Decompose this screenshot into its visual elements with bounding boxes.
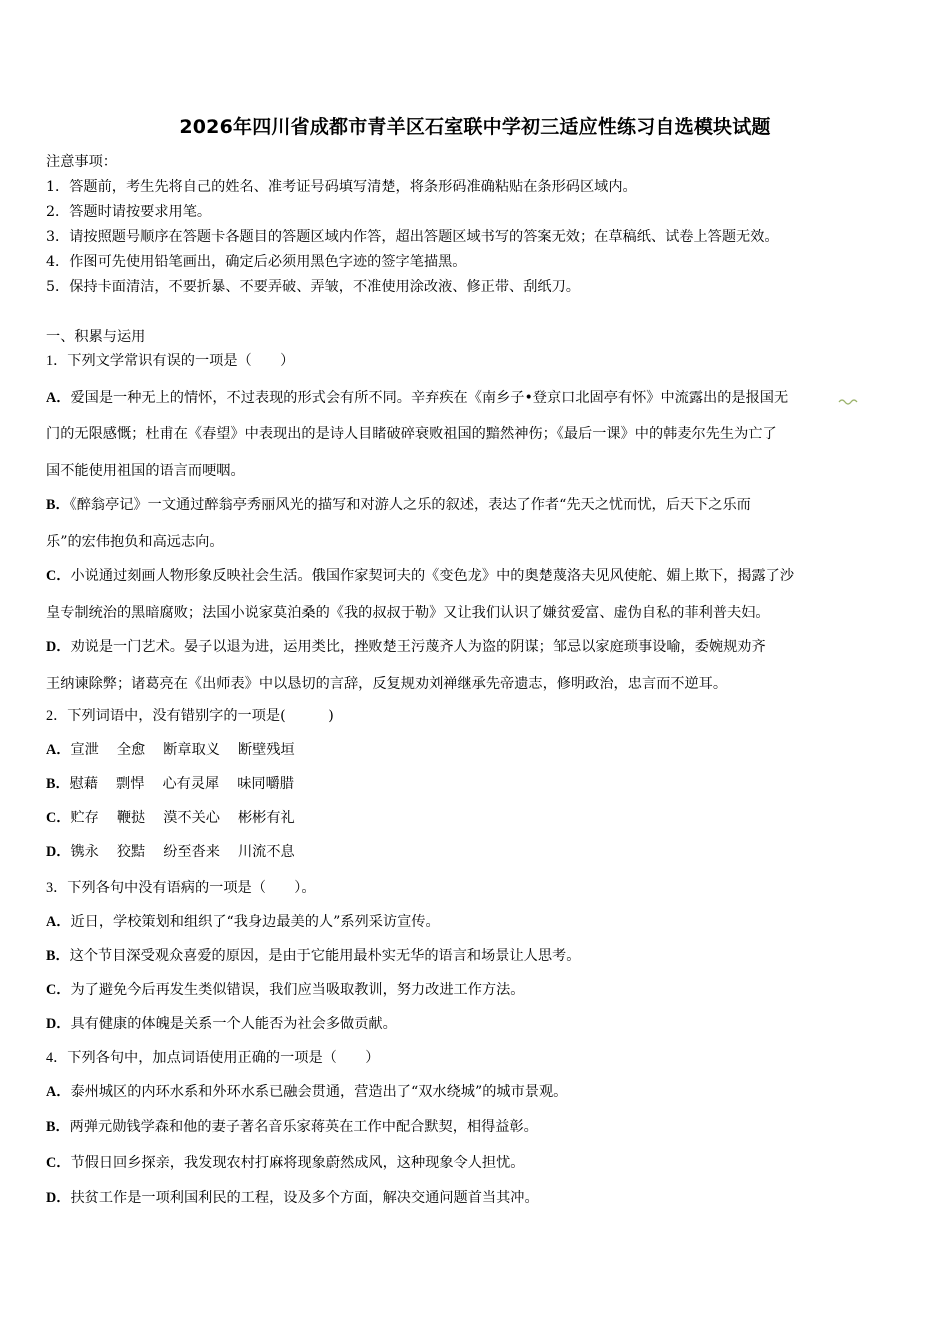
word: 宣泄 bbox=[70, 742, 99, 758]
option-label: A． bbox=[46, 1084, 71, 1100]
option-text: 劝说是一门艺术。晏子以退为进，运用类比，挫败楚王污蔑齐人为盗的阴谋；邹忌以家庭琐事设喻，委婉规劝齐 bbox=[70, 639, 766, 655]
option-text: 小说通过刻画人物形象反映社会生活。俄国作家契诃夫的《变色龙》中的奥楚蔑洛夫见风使舵、媚上欺下，揭露了沙 bbox=[70, 568, 795, 584]
word: 断章取义 bbox=[163, 742, 220, 758]
underline-mark-icon bbox=[838, 397, 860, 405]
option-label: C． bbox=[46, 568, 71, 584]
option-text: 近日，学校策划和组织了“我身边最美的人”系列采访宣传。 bbox=[70, 914, 440, 930]
option-text: 两弹元勋钱学森和他的妻子著名音乐家蒋英在工作中配合默契，相得益彰。 bbox=[69, 1119, 538, 1135]
option-label: B． bbox=[46, 948, 70, 964]
question-number: 1． bbox=[46, 353, 68, 369]
section-heading: 一、积累与运用 bbox=[46, 329, 146, 345]
q1-option-a-line3: 国不能使用祖国的语言而哽咽。 bbox=[46, 463, 245, 479]
question-text: 下列各句中，加点词语使用正确的一项是（ ） bbox=[67, 1050, 380, 1066]
q1-option-b-line2: 乐”的宏伟抱负和高远志向。 bbox=[46, 534, 224, 550]
q3-option-a bbox=[46, 912, 440, 932]
word: 纷至沓来 bbox=[163, 844, 220, 860]
notice-heading: 注意事项： bbox=[46, 154, 117, 170]
word: 漠不关心 bbox=[163, 810, 220, 826]
option-label: B． bbox=[46, 776, 70, 792]
q1-option-c-line1 bbox=[46, 566, 794, 586]
word: 贮存 bbox=[70, 810, 99, 826]
question-text: 下列各句中没有语病的一项是（ ）。 bbox=[67, 880, 316, 896]
notice-item-3: 3．请按照题号顺序在答题卡各题目的答题区域内作答，超出答题区域书写的答案无效；在草稿纸、试卷上答题无效。 bbox=[46, 229, 779, 245]
question-number: 4． bbox=[46, 1050, 68, 1066]
word: 彬彬有礼 bbox=[237, 810, 295, 826]
option-text: 节假日回乡探亲，我发现农村打麻将现象蔚然成风，这种现象令人担忧。 bbox=[70, 1155, 525, 1171]
notice-item-2: 2．答题时请按要求用笔。 bbox=[46, 204, 212, 220]
page-title: 2026年四川省成都市青羊区石室联中学初三适应性练习自选模块试题 bbox=[179, 116, 771, 138]
option-label: D． bbox=[46, 1016, 71, 1032]
q3-option-b bbox=[46, 946, 580, 966]
word: 味同嚼腊 bbox=[237, 776, 294, 792]
q4-option-a bbox=[46, 1082, 567, 1102]
q4-option-d bbox=[46, 1188, 539, 1208]
question-number: 3． bbox=[46, 880, 68, 896]
word: 镌永 bbox=[70, 844, 99, 860]
word: 断壁残垣 bbox=[237, 742, 295, 758]
q4-option-b bbox=[46, 1117, 538, 1137]
q3-option-d bbox=[46, 1014, 397, 1034]
word: 川流不息 bbox=[237, 844, 295, 860]
q2-option-c bbox=[46, 808, 295, 828]
option-label: D． bbox=[46, 844, 71, 860]
q2-option-b bbox=[46, 774, 294, 794]
option-text: 爱国是一种无上的情怀，不过表现的形式会有所不同。辛弃疾在《南乡子•登京口北固亭有怀》中流露出的是报国无 bbox=[70, 390, 789, 406]
word: 全愈 bbox=[116, 742, 146, 758]
question-2-stem bbox=[46, 706, 334, 726]
question-1-stem bbox=[46, 351, 294, 371]
q2-option-a bbox=[46, 740, 295, 760]
option-label: D． bbox=[46, 639, 71, 655]
question-4-stem bbox=[46, 1048, 379, 1068]
question-text: 下列文学常识有误的一项是（ ） bbox=[67, 353, 295, 369]
option-label: A． bbox=[46, 742, 71, 758]
option-label: D． bbox=[46, 1190, 71, 1206]
q1-option-d-line1 bbox=[46, 637, 766, 657]
q1-option-a-line1 bbox=[46, 388, 788, 408]
option-text: 具有健康的体魄是关系一个人能否为社会多做贡献。 bbox=[70, 1016, 397, 1032]
word: 心有灵犀 bbox=[162, 776, 220, 792]
notice-item-5: 5．保持卡面清洁，不要折暴、不要弄破、弄皱，不准使用涂改液、修正带、刮纸刀。 bbox=[46, 279, 580, 295]
q3-option-c bbox=[46, 980, 524, 1000]
question-text: 下列词语中，没有错别字的一项是( ) bbox=[67, 708, 334, 724]
option-text: 扶贫工作是一项利国利民的工程，设及多个方面，解决交通问题首当其冲。 bbox=[70, 1190, 539, 1206]
option-label: C． bbox=[46, 1155, 71, 1171]
word: 慰藉 bbox=[69, 776, 99, 792]
question-number: 2． bbox=[46, 708, 68, 724]
option-label: A． bbox=[46, 390, 71, 406]
option-label: B． bbox=[46, 497, 70, 513]
q1-option-b-line1 bbox=[46, 495, 751, 515]
option-label: B． bbox=[46, 1119, 70, 1135]
option-label: C． bbox=[46, 810, 71, 826]
q4-option-c bbox=[46, 1153, 524, 1173]
notice-item-1: 1．答题前，考生先将自己的姓名、准考证号码填写清楚，将条形码准确粘贴在条形码区域内。 bbox=[46, 179, 637, 195]
option-text: 《醉翁亭记》一文通过醉翁亭秀丽风光的描写和对游人之乐的叙述，表达了作者“先天之忧而忧，后天下之乐而 bbox=[69, 497, 751, 513]
option-text: 泰州城区的内环水系和外环水系已融会贯通，营造出了“双水绕城”的城市景观。 bbox=[70, 1084, 568, 1100]
q1-option-d-line2: 王纳谏除弊；诸葛亮在《出师表》中以恳切的言辞，反复规劝刘禅继承先帝遗志，修明政治，忠言而不逆耳。 bbox=[46, 676, 728, 692]
option-text: 为了避免今后再发生类似错误，我们应当吸取教训，努力改进工作方法。 bbox=[70, 982, 525, 998]
word: 狡黠 bbox=[116, 844, 146, 860]
notice-item-4: 4．作图可先使用铅笔画出，确定后必须用黑色字迹的签字笔描黑。 bbox=[46, 254, 467, 270]
word: 鞭挞 bbox=[116, 810, 146, 826]
option-label: A． bbox=[46, 914, 71, 930]
option-text: 这个节目深受观众喜爱的原因，是由于它能用最朴实无华的语言和场景让人思考。 bbox=[69, 948, 581, 964]
q1-option-a-line2: 门的无限感慨；杜甫在《春望》中表现出的是诗人目睹破碎衰败祖国的黯然神伤；《最后一课》中的韩麦尔先生为亡了 bbox=[46, 426, 777, 442]
q1-option-c-line2: 皇专制统治的黑暗腐败；法国小说家莫泊桑的《我的叔叔于勒》又让我们认识了嫌贫爱富、虚伪自私的菲利普夫妇。 bbox=[46, 605, 770, 621]
q2-option-d bbox=[46, 842, 295, 862]
word: 剽悍 bbox=[116, 776, 145, 792]
question-3-stem bbox=[46, 878, 316, 898]
option-label: C． bbox=[46, 982, 71, 998]
